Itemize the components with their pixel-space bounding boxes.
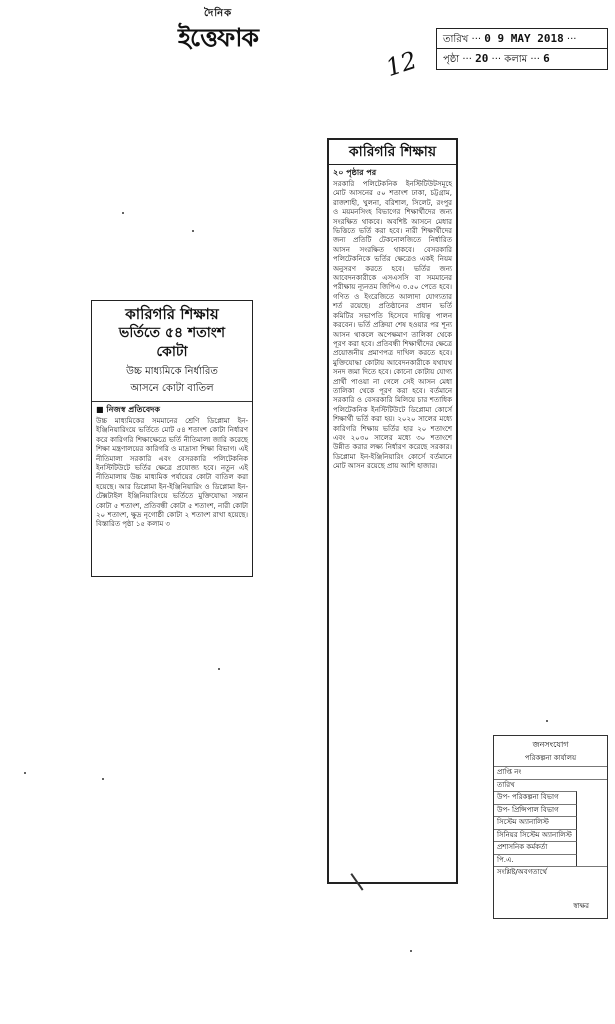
routing-title: জনসংযোগ	[532, 740, 569, 749]
routing-subtitle: পরিকল্পনা কার্যালয়	[524, 754, 577, 762]
page-column-row: পৃষ্ঠা ··· 20 ··· কলাম ··· 6	[437, 48, 607, 68]
date-value: 0 9 MAY 2018	[484, 32, 564, 45]
headline-line-3: কোটা	[156, 344, 188, 360]
date-label: তারিখ	[443, 34, 469, 45]
column-label: কলাম	[504, 54, 528, 65]
page-label: পৃষ্ঠা	[443, 54, 460, 65]
news-clipping-continuation	[327, 138, 458, 884]
routing-row: প্রাপ্তি নং	[494, 766, 607, 779]
routing-row: সংশ্লিষ্ট/অবগতার্থে	[494, 866, 607, 879]
column-value: 6	[543, 52, 550, 65]
clipping-headline	[92, 301, 252, 364]
routing-row: উপ- পরিকল্পনা বিভাগ	[494, 791, 577, 804]
scan-speck	[192, 230, 194, 232]
scan-speck	[122, 212, 124, 214]
scan-speck	[24, 772, 26, 774]
news-clipping-main	[91, 300, 253, 577]
headline-line-2: ভর্তিতে ৫৪ শতাংশ	[118, 325, 226, 341]
clipping-subheadline	[92, 364, 252, 402]
headline-line-1: কারিগরি শিক্ষায়	[125, 305, 219, 323]
routing-row: পি.এ.	[494, 854, 577, 867]
masthead-daily-label: দৈনিক	[203, 8, 233, 19]
routing-row: উপ- প্রিন্সিপাল বিভাগ	[494, 804, 577, 817]
clipping-body-text: উচ্চ মাধ্যমিকের সমমানের শ্রেণি ডিপ্লোমা ইন-ইঞ্জিনিয়ারিংয়ে ভর্তিতে মোট ৫৪ শতাংশ কোটা নির্ধারণ করে কারিগরি শিক্ষাক্ষেত্রে ভর্তি নীতিমালা জারি করেছে শিক্ষা মন্ত্রণালয়ের কারিগরি ও মাদ্রাসা শিক্ষা বিভাগ। এই নীতিমালা সরকারি এবং বেসরকারি পলিটেকনিক ইনস্টিটিউটে ভর্তির ক্ষেত্রে প্রযোজ্য হবে। নতুন এই নীতিমালায় উচ্চ মাধ্যমিক পর্যায়ের কোটা বাতিল করা হয়েছে। আর ডিপ্লোমা ইন-ইঞ্জিনিয়ারিং ও ডিপ্লোমা ইন-টেক্সটাইল ইঞ্জিনিয়ারিংয়ে ভর্তিতে মুক্তিযোদ্ধা সন্তান কোটা ৫ শতাংশ, প্রতিবন্ধী কোটা ৫ শতাংশ, নারী কোটা ২০ শতাংশ, ক্ষুদ্র নৃগোষ্ঠী কোটা ২ শতাংশ রাখা হয়েছে। বিস্তারিত পৃষ্ঠা ১৫ কলাম ৩	[96, 417, 248, 529]
routing-stamp	[493, 735, 608, 919]
clipping-byline: ■ নিজস্ব প্রতিবেদক	[96, 405, 160, 414]
handwritten-number: 12	[382, 45, 421, 83]
scan-speck	[410, 950, 412, 952]
routing-row: প্রশাসনিক কর্মকর্তা	[494, 841, 577, 854]
routing-row: সিস্টেম অ্যানালিস্ট	[494, 816, 577, 829]
continuation-headline: কারিগরি শিক্ষায়	[329, 140, 456, 165]
newspaper-masthead	[148, 6, 288, 66]
continuation-marker: ২০ পৃষ্ঠার পর	[333, 168, 377, 177]
page-value: 20	[475, 52, 489, 65]
subhead-line-1: উচ্চ মাধ্যমিকে নির্ধারিত	[126, 366, 218, 377]
subhead-line-2: আসনে কোটা বাতিল	[130, 383, 214, 394]
continuation-body-text: সরকারি পলিটেকনিক ইনস্টিটিউটসমূহে মোট আসনের ৫০ শতাংশ ঢাকা, চট্টগ্রাম, রাজশাহী, খুলনা, বরিশাল, সিলেট, রংপুর ও ময়মনসিংহ বিভাগের শিক্ষার্থীদের জন্য সংরক্ষিত থাকবে। অবশিষ্ট আসনে মেধার ভিত্তিতে ভর্তি করা হবে। নারী শিক্ষার্থীদের জন্য প্রতিটি টেকনোলজিতে নির্ধারিত আসন সংরক্ষিত থাকবে। বেসরকারি পলিটেকনিকে ভর্তির ক্ষেত্রেও একই নিয়ম অনুসরণ করতে হবে। ভর্তির জন্য আবেদনকারীকে এসএসসি বা সমমানের পরীক্ষায় ন্যূনতম জিপিএ ৩.৫০ পেতে হবে। গণিত ও ইংরেজিতে আলাদা যোগ্যতার শর্ত রয়েছে। প্রতিষ্ঠানের প্রধান ভর্তি কমিটির সভাপতি হিসেবে দায়িত্ব পালন করবেন। ভর্তি প্রক্রিয়া শেষ হওয়ার পর শূন্য আসন থাকলে অপেক্ষমাণ তালিকা থেকে পূরণ করা হবে। প্রতিবন্ধী শিক্ষার্থীদের ক্ষেত্রে প্রয়োজনীয় প্রমাণপত্র দাখিল করতে হবে। মুক্তিযোদ্ধা কোটায় আবেদনকারীকে যথাযথ সনদ জমা দিতে হবে। কোনো কোটায় যোগ্য প্রার্থী পাওয়া না গেলে সেই আসন মেধা তালিকা থেকে পূরণ করা হবে। বর্তমানে সরকারি ও বেসরকারি মিলিয়ে চার শতাধিক পলিটেকনিক ইনস্টিটিউটে ডিপ্লোমা কোর্সে শিক্ষার্থী ভর্তি করা হয়। ২০২০ সালের মধ্যে কারিগরি শিক্ষায় ভর্তির হার ২০ শতাংশে এবং ২০৩০ সালের মধ্যে ৩০ শতাংশে উন্নীত করার লক্ষ্য নির্ধারণ করেছে সরকার। ডিপ্লোমা ইন-ইঞ্জিনিয়ারিং কোর্সে বর্তমানে মোট আসন রয়েছে প্রায় আশি হাজার।	[333, 180, 452, 471]
scan-speck	[546, 720, 548, 722]
date-stamp	[436, 28, 608, 70]
scan-speck	[218, 668, 220, 670]
masthead-title: ইত্তেফাক	[178, 23, 258, 52]
routing-row: তারিখ	[494, 779, 607, 792]
date-row: তারিখ ··· 0 9 MAY 2018 ···	[443, 32, 577, 45]
scan-speck	[102, 778, 104, 780]
routing-row: সিনিয়র সিস্টেম অ্যানালিস্ট	[494, 829, 577, 842]
routing-signature-label: স্বাক্ষর	[573, 902, 589, 910]
